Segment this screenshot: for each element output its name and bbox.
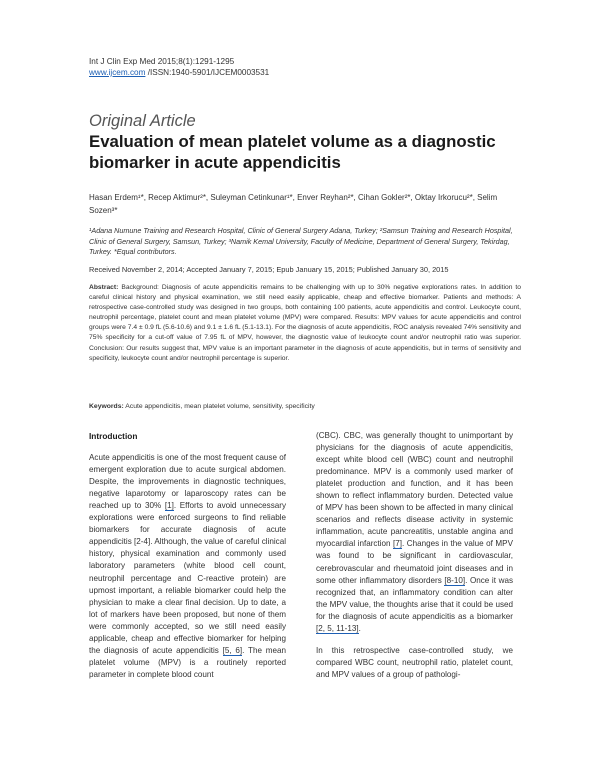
journal-header	[89, 56, 269, 78]
paragraph-text: (CBC). CBC, was generally thought to unimportant by physicians for the diagnosis of acute appendicitis, except white blood cell (WBC) count and neutrophil predominance. MPV is a commonly used marker of platelet production and function, and it has been shown to reflect inflammatory burden. Detected value of MPV has been shown to be affected in many clinical scenarios and reflects disease activity in systemic inflammation, acute pancreatitis, unstable angina and myocardial infarction	[316, 431, 513, 549]
paragraph-intro-2	[316, 430, 513, 635]
section-heading-introduction: Introduction	[89, 431, 138, 441]
paragraph-text: .	[358, 623, 361, 633]
citation-link[interactable]: [5, 6]	[222, 645, 243, 655]
journal-citation: Int J Clin Exp Med 2015;8(1):1291-1295	[89, 57, 235, 66]
citation-link[interactable]: [2, 5, 11-13]	[316, 623, 359, 633]
abstract-text: Background: Diagnosis of acute appendicitis remains to be challenging with up to 30% negative explorations rates. In addition to careful clinical history and physical examination, we still need easily applicable, cheap and effective biomarker. Patients and methods: A retrospective case-controlled study was designed in two groups, both containing 100 patients, acute appendicitis and control. Leukocyte count, neutrophil percentage, platelet count and mean platelet volume (MPV) were compared. Results: MPV values for acute appendicitis and control groups were 7.4 ± 0.9 fL (5.6-10.6) and 9.1 ± 1.6 fL (5.1-13.1). For the diagnosis of acute appendicitis, ROC analysis revealed 74% sensitivity and 75% specificity for a cut-off value of 7.95 fL of MPV, however, the diagnostic value of leukocyte count and/or neutrophil ratio was superior. Conclusion: Our results suggest that, MPV value is an important parameter in the diagnosis of acute appendicitis, but in terms of sensitivity and specificity, leukocyte count and/or neutrophil percentage is superior.	[89, 284, 521, 362]
paragraph-text: . The mean platelet volume (MPV) is a routinely reported parameter in complete blood count	[89, 645, 286, 679]
keywords	[89, 403, 521, 410]
citation-link[interactable]: [1]	[164, 501, 174, 511]
journal-url-link[interactable]: www.ijcem.com	[89, 68, 146, 77]
journal-url-line	[89, 67, 269, 78]
paragraph-intro-1	[89, 452, 286, 681]
paragraph-text: . Once it was recognized that, an inflammatory condition can alter the MPV value, the thoughts arise that it could be used for the diagnosis of acute appendicitis as a biomarker	[316, 575, 513, 621]
section-label: Original Article	[89, 112, 196, 130]
abstract-label: Abstract:	[89, 284, 119, 291]
abstract	[89, 283, 521, 364]
paragraph-text: . Efforts to avoid unnecessary explorations were enforced surgeons to find reliable biomarkers for accurate diagnosis of acute appendicitis [2-4]. Although, the value of careful clinical history, physical examination and commonly used laboratory parameters (white blood cell count, neutrophil percentage and C-reactive protein) are upmost important, a reliable biomarker could help the physician to make a clear final decision. Up to date, a lot of markers have been proposed, but none of them were commonly accepted, so we still need easily applicable, cheap and effective biomarker for helping the diagnosis of acute appendicitis	[89, 501, 286, 655]
citation-link[interactable]: [8-10]	[444, 575, 466, 585]
paragraph-intro-3: In this retrospective case-controlled study, we compared WBC count, neutrophil ratio, platelet count, and MPV values of a group of pathologi-	[316, 645, 513, 679]
paragraph-text: . Changes in the value of MPV was found to be significant in cardiovascular, cerebrovascular and rheumatoid joint diseases and in some other inflammatory disorders	[316, 539, 513, 585]
keywords-label: Keywords:	[89, 403, 124, 410]
article-title: Evaluation of mean platelet volume as a diagnostic biomarker in acute appendicitis	[89, 132, 496, 172]
paragraph-text: Acute appendicitis is one of the most frequent cause of emergent exploration due to acute surgical abdomen. Despite, the improvements in diagnostic techniques, negative laparotomy or laparoscopy rates can be reached up to 30%	[89, 453, 286, 511]
citation-link[interactable]: [7]	[393, 539, 403, 549]
body-column-right	[316, 430, 513, 691]
keywords-text: Acute appendicitis, mean platelet volume, sensitivity, specificity	[123, 403, 315, 410]
publication-dates: Received November 2, 2014; Accepted January 7, 2015; Epub January 15, 2015; Published January 30, 2015	[89, 265, 449, 274]
journal-issn: /ISSN:1940-5901/IJCEM0003531	[145, 68, 270, 77]
affiliations: ¹Adana Numune Training and Research Hospital, Clinic of General Surgery Adana, Turkey; ²Samsun Training and Research Hospital, Clinic of General Surgery, Samsun, Turkey; ³Namik Kemal University, Faculty of Medicine, Department of General Surgery, Tekirdag, Turkey. *Equal contributors.	[89, 226, 513, 257]
author-list: Hasan Erdem¹*, Recep Aktimur²*, Suleyman Cetinkunar¹*, Enver Reyhan²*, Cihan Gokler²*, Oktay Irkorucu²*, Selim Sozen³*	[89, 193, 498, 215]
body-column-left	[89, 430, 286, 691]
